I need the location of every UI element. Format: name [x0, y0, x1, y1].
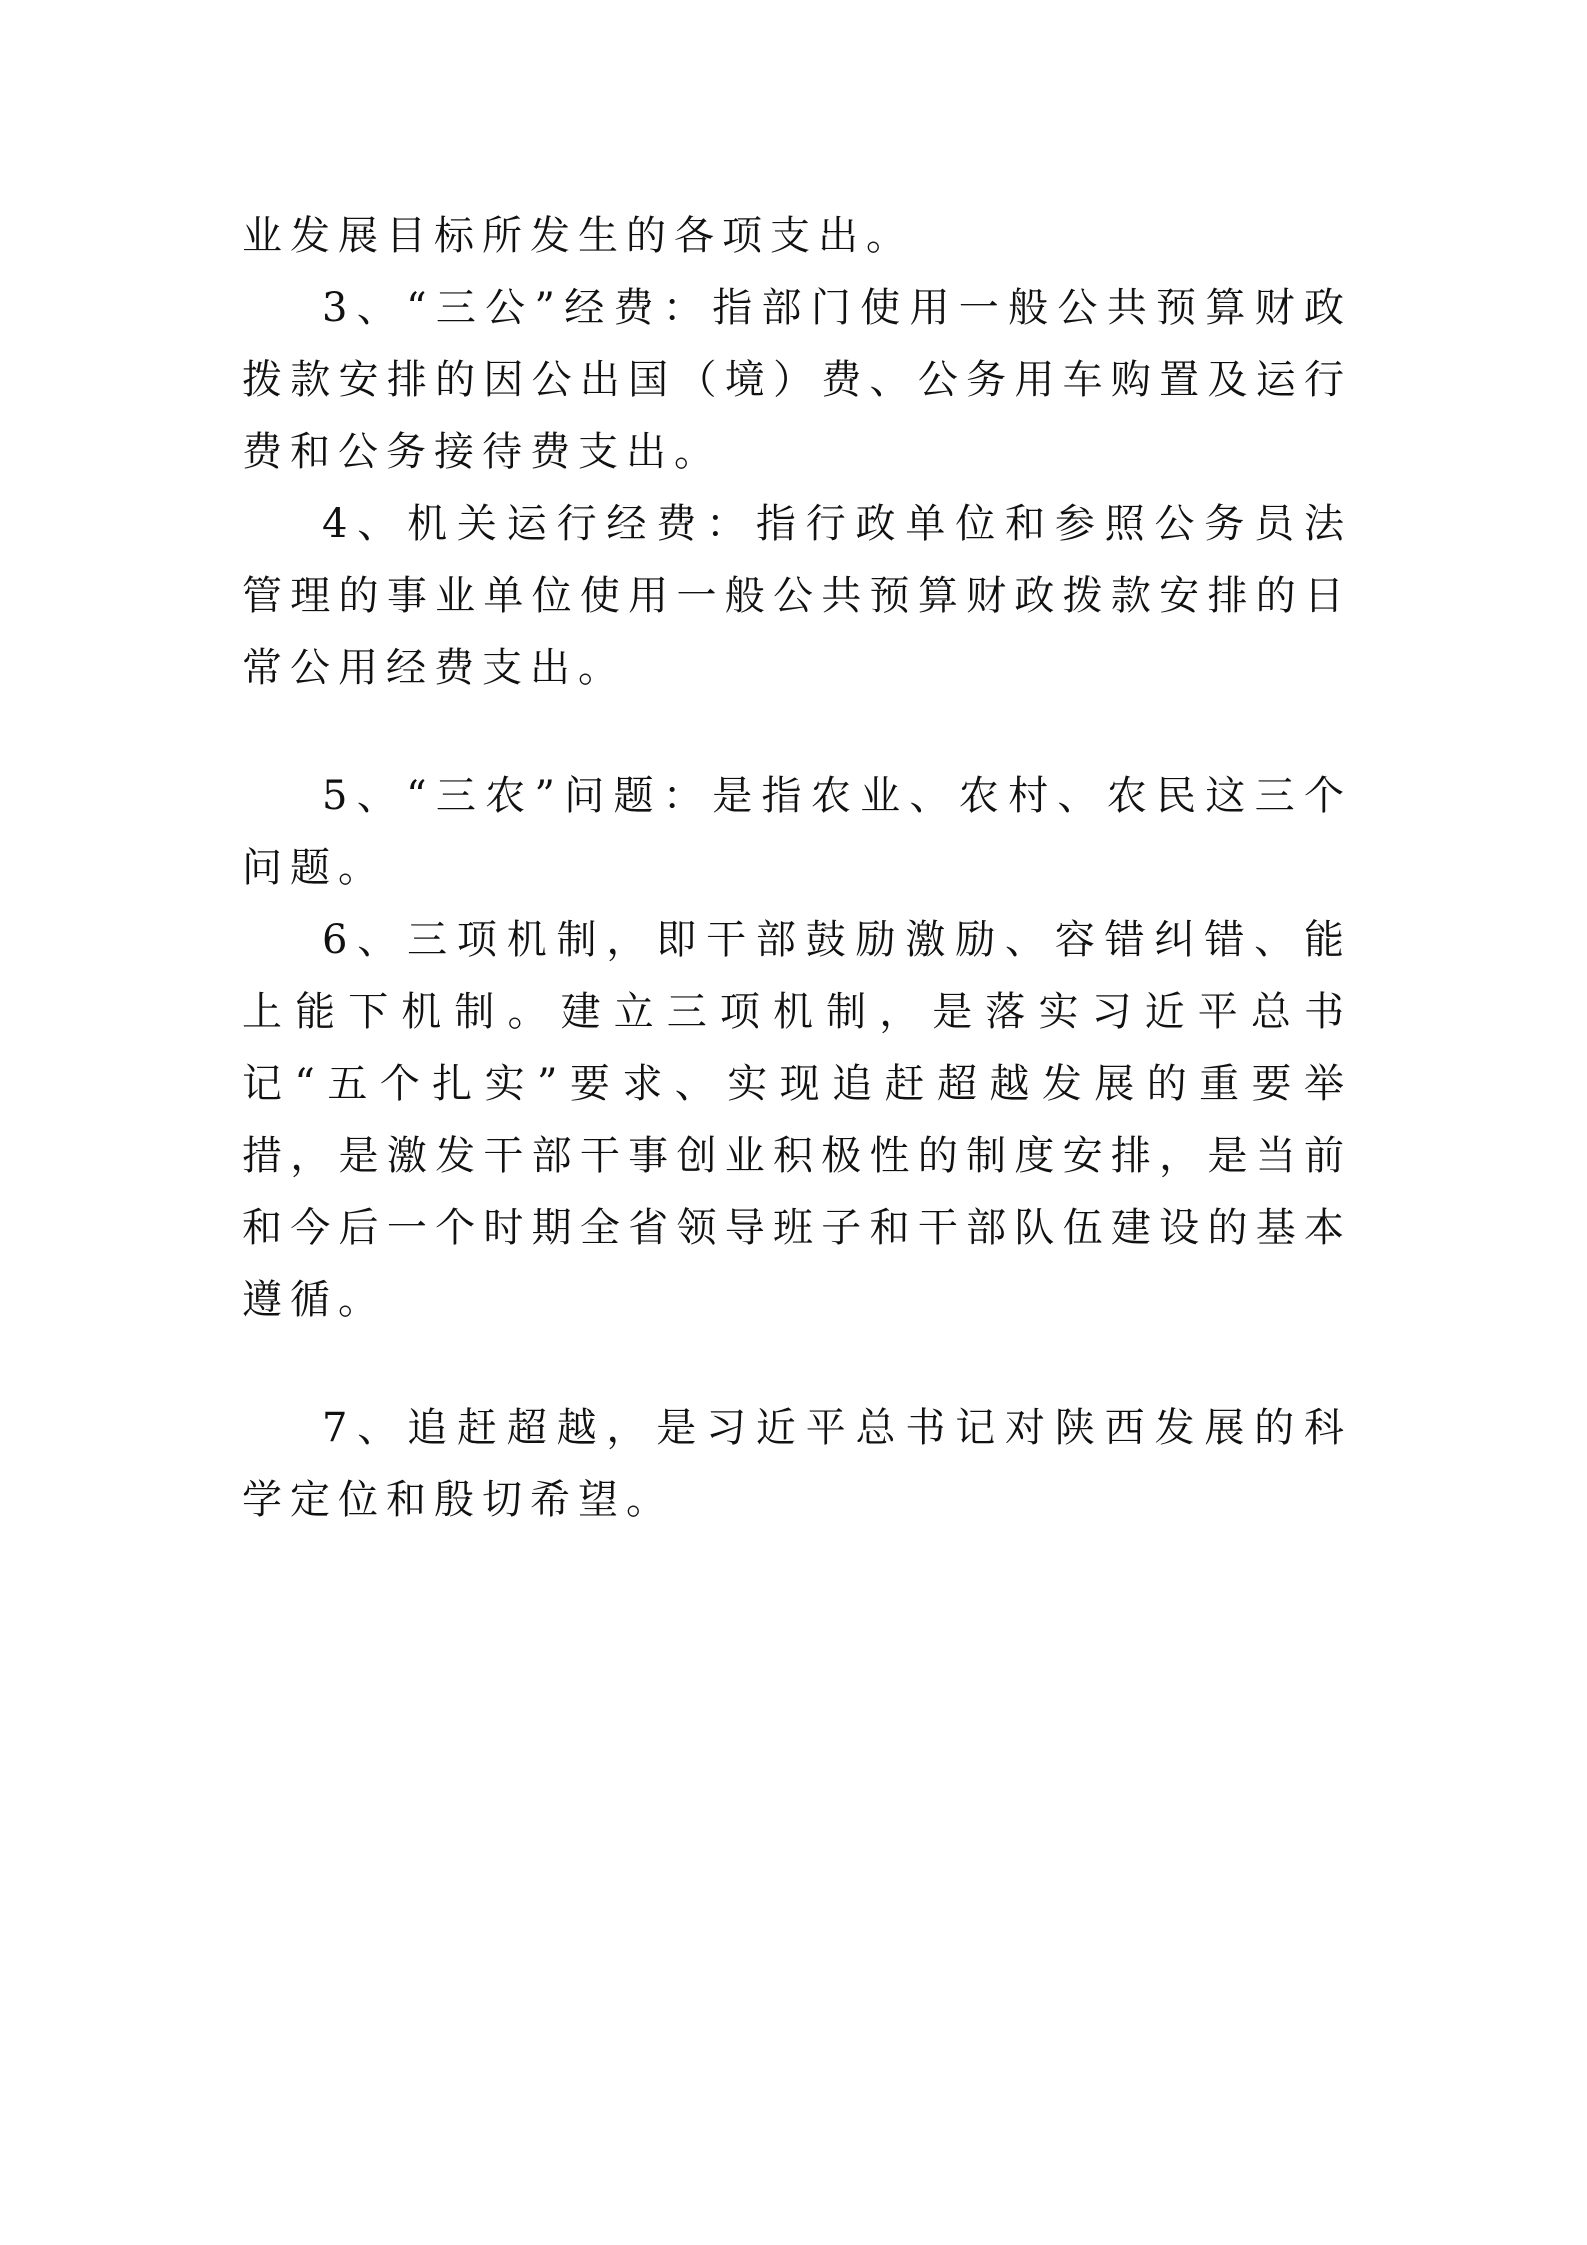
- paragraph-continuation: 业发展目标所发生的各项支出。: [242, 213, 914, 259]
- document-body: [242, 200, 1352, 1536]
- paragraph-item-6: 6、三项机制，即干部鼓励激励、容错纠错、能上能下机制。建立三项机制，是落实习近平总书记“五个扎实”要求、实现追赶超越发展的重要举措，是激发干部干事创业积极性的制度安排，是当前和今后一个时期全省领导班子和干部队伍建设的基本遵循。: [242, 917, 1352, 1323]
- paragraph-item-5: 5、“三农”问题：是指农业、农村、农民这三个问题。: [242, 773, 1352, 891]
- paragraph-item-4: 4、机关运行经费：指行政单位和参照公务员法管理的事业单位使用一般公共预算财政拨款安排的日常公用经费支出。: [242, 501, 1352, 691]
- paragraph-item-7: 7、追赶超越，是习近平总书记对陕西发展的科学定位和殷切希望。: [242, 1405, 1352, 1523]
- paragraph-item-3: 3、“三公”经费：指部门使用一般公共预算财政拨款安排的因公出国（境）费、公务用车购置及运行费和公务接待费支出。: [242, 285, 1352, 475]
